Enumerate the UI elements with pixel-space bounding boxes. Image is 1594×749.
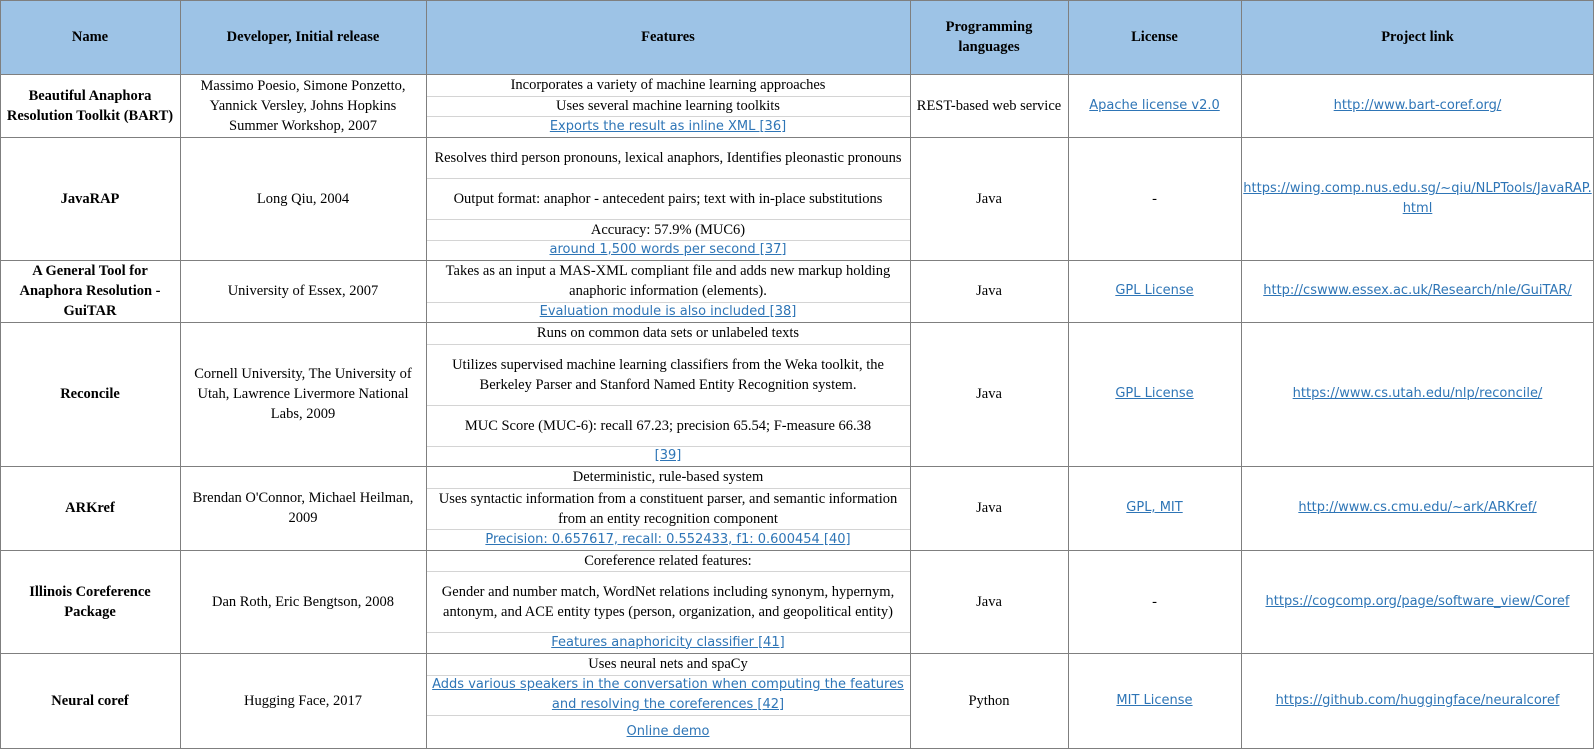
grid-line bbox=[0, 260, 1594, 261]
grid-line bbox=[0, 466, 1594, 467]
feature-link[interactable]: [39] bbox=[654, 448, 682, 463]
license-link[interactable]: MIT License bbox=[1116, 693, 1193, 708]
feature-link[interactable]: Evaluation module is also included [38] bbox=[539, 304, 797, 319]
feature-text: Takes as an input a MAS-XML compliant file and adds new markup holding anaphoric information (elements). bbox=[445, 263, 891, 299]
developer-release: Hugging Face, 2017 bbox=[244, 693, 362, 709]
grid-line bbox=[1241, 0, 1242, 749]
tool-name: Beautiful Anaphora Resolution Toolkit (BART) bbox=[6, 87, 174, 124]
programming-language: Java bbox=[976, 500, 1002, 516]
feature-text: MUC Score (MUC-6): recall 67.23; precision 65.54; F-measure 66.38 bbox=[464, 417, 872, 434]
tool-name: Illinois Coreference Package bbox=[29, 583, 151, 620]
project-link[interactable]: https://cogcomp.org/page/software_view/Coref bbox=[1265, 593, 1570, 609]
grid-line bbox=[426, 0, 427, 749]
programming-language: Java bbox=[976, 386, 1002, 402]
grid-line bbox=[0, 137, 1594, 138]
feature-link[interactable]: Features anaphoricity classifier [41] bbox=[551, 634, 785, 650]
grid-line bbox=[426, 446, 910, 447]
feature-text: Uses neural nets and spaCy bbox=[588, 656, 748, 672]
project-link[interactable]: https://github.com/huggingface/neuralcoref bbox=[1275, 693, 1560, 708]
programming-language: Python bbox=[968, 693, 1010, 709]
tool-name: ARKref bbox=[65, 500, 115, 516]
feature-text: Uses syntactic information from a constituent parser, and semantic information from an entity recognition component bbox=[438, 490, 898, 527]
grid-line bbox=[426, 302, 910, 303]
feature-text: Resolves third person pronouns, lexical anaphors, Identifies pleonastic pronouns bbox=[434, 149, 902, 166]
license-link[interactable]: Apache license v2.0 bbox=[1089, 97, 1220, 113]
grid-line bbox=[0, 0, 1594, 1]
grid-line bbox=[1068, 0, 1069, 749]
feature-text: Deterministic, rule-based system bbox=[572, 469, 764, 485]
project-link[interactable]: http://cswww.essex.ac.uk/Research/nle/GuiTAR/ bbox=[1263, 283, 1572, 298]
feature-text: Runs on common data sets or unlabeled texts bbox=[536, 325, 800, 341]
grid-line bbox=[0, 653, 1594, 654]
developer-release: Dan Roth, Eric Bengtson, 2008 bbox=[211, 593, 395, 610]
developer-release: Massimo Poesio, Simone Ponzetto, Yannick Versley, Johns Hopkins Summer Workshop, 2007 bbox=[200, 77, 406, 134]
header-features: Features bbox=[426, 0, 910, 74]
feature-link[interactable]: Adds various speakers in the conversation when computing the features and resolving the coreferences [42] bbox=[432, 677, 904, 712]
feature-text: Uses several machine learning toolkits bbox=[556, 98, 780, 114]
tool-name: Reconcile bbox=[60, 386, 120, 402]
grid-line bbox=[426, 96, 910, 97]
grid-line bbox=[426, 178, 910, 179]
feature-text: Coreference related features: bbox=[584, 552, 752, 569]
feature-text: Output format: anaphor - antecedent pairs; text with in-place substitutions bbox=[453, 190, 883, 207]
project-link[interactable]: https://www.cs.utah.edu/nlp/reconcile/ bbox=[1292, 386, 1543, 401]
feature-text: Incorporates a variety of machine learning approaches bbox=[510, 77, 826, 93]
license-link[interactable]: GPL, MIT bbox=[1126, 500, 1183, 515]
project-link[interactable]: http://www.bart-coref.org/ bbox=[1333, 97, 1502, 113]
programming-language: Java bbox=[976, 593, 1002, 610]
license-link[interactable]: GPL License bbox=[1115, 386, 1194, 401]
header-name: Name bbox=[0, 0, 180, 74]
grid-line bbox=[426, 405, 910, 406]
header-license: License bbox=[1068, 0, 1241, 74]
license-link[interactable]: GPL License bbox=[1115, 283, 1194, 298]
tool-name: JavaRAP bbox=[60, 190, 120, 207]
grid-line bbox=[0, 0, 1, 749]
grid-line bbox=[910, 0, 911, 749]
grid-line bbox=[0, 550, 1594, 551]
feature-link[interactable]: around 1,500 words per second [37] bbox=[549, 242, 787, 257]
header-link: Project link bbox=[1241, 0, 1594, 74]
tool-name: A General Tool for Anaphora Resolution - GuiTAR bbox=[19, 263, 161, 319]
grid-line bbox=[426, 488, 910, 489]
feature-link[interactable]: Online demo bbox=[626, 724, 710, 739]
grid-line bbox=[426, 571, 910, 572]
grid-line bbox=[426, 675, 910, 676]
programming-language: REST-based web service bbox=[916, 97, 1062, 114]
programming-language: Java bbox=[976, 190, 1002, 207]
project-link[interactable]: https://wing.comp.nus.edu.sg/~qiu/NLPTools/JavaRAP.html bbox=[1243, 180, 1592, 216]
feature-link[interactable]: Precision: 0.657617, recall: 0.552433, f1: 0.600454 [40] bbox=[485, 531, 851, 547]
developer-release: Long Qiu, 2004 bbox=[256, 190, 350, 207]
tool-name: Neural coref bbox=[51, 693, 129, 709]
project-link[interactable]: http://www.cs.cmu.edu/~ark/ARKref/ bbox=[1298, 500, 1537, 515]
grid-line bbox=[0, 74, 1594, 75]
header-languages: Programming languages bbox=[910, 0, 1068, 74]
grid-line bbox=[426, 344, 910, 345]
header-developer: Developer, Initial release bbox=[180, 0, 426, 74]
grid-line bbox=[426, 240, 910, 241]
grid-line bbox=[426, 715, 910, 716]
programming-language: Java bbox=[976, 283, 1002, 299]
developer-release: Brendan O'Connor, Michael Heilman, 2009 bbox=[192, 490, 414, 526]
developer-release: University of Essex, 2007 bbox=[227, 283, 379, 299]
grid-line bbox=[426, 529, 910, 530]
grid-line bbox=[426, 219, 910, 220]
feature-link[interactable]: Exports the result as inline XML [36] bbox=[549, 118, 787, 134]
grid-line bbox=[0, 322, 1594, 323]
grid-line bbox=[426, 116, 910, 117]
license-text: - bbox=[1152, 190, 1157, 207]
grid-line bbox=[426, 632, 910, 633]
feature-text: Utilizes supervised machine learning classifiers from the Weka toolkit, the Berkeley Parser and Stanford Named Entity Recognition system. bbox=[452, 356, 884, 393]
feature-text: Accuracy: 57.9% (MUC6) bbox=[590, 221, 746, 238]
grid-line bbox=[180, 0, 181, 749]
feature-text: Gender and number match, WordNet relations including synonym, hypernym, antonym, and ACE entity types (person, organization, and geopolitical entity) bbox=[441, 583, 895, 620]
license-text: - bbox=[1152, 593, 1157, 610]
developer-release: Cornell University, The University of Utah, Lawrence Livermore National Labs, 2009 bbox=[194, 366, 412, 422]
